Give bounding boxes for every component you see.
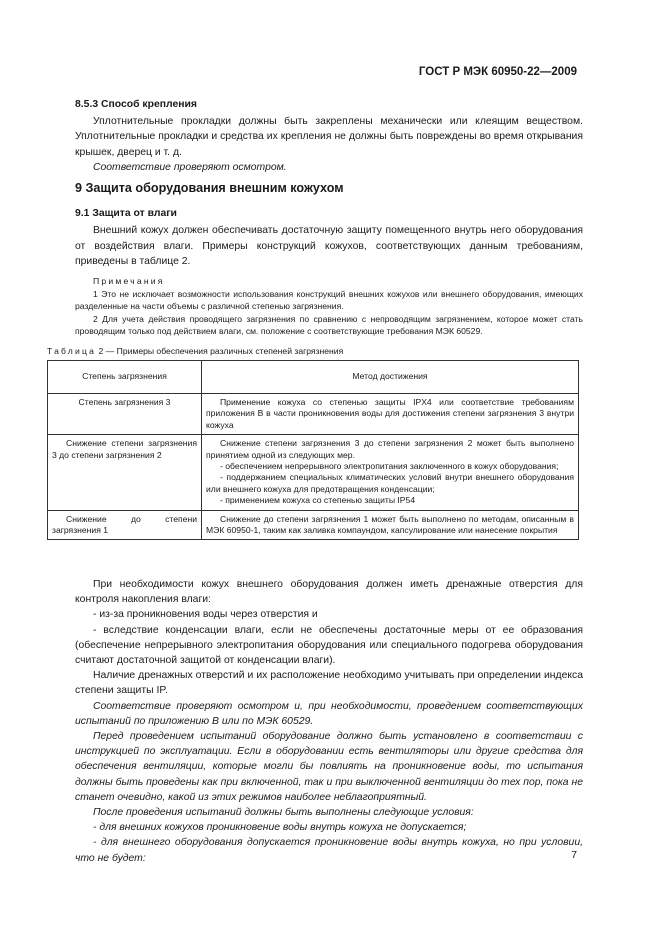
cell-line: Снижение степени загрязнения 3 до степени загрязнения 2 может быть выполнено принятием одной из следующих мер. bbox=[206, 438, 574, 460]
cell-line: - обеспечением непрерывного электропитания заключенного в кожух оборудования; bbox=[220, 461, 559, 472]
paragraph: Наличие дренажных отверстий и их расположение необходимо учитывать при определении индекса степени защиты IP. bbox=[75, 670, 583, 697]
test-paragraph: Перед проведением испытаний оборудование должно быть установлено в соответствии с инструкцией по эксплуатации. Если в оборудовании есть вентиляторы или другие средства для обеспечения вентиляции, которые могли бы повлиять на проникновение воды, то испытания должны быть проведены как при включенной, так и при выключенной вентиляции до тех пор, пока не станет очевидно, какой из этих режимов наиболее неблагоприятный. bbox=[75, 731, 583, 803]
table-row bbox=[48, 435, 579, 510]
dash-item: - из-за проникновения воды через отверстия и bbox=[93, 609, 318, 621]
pollution-degree-table bbox=[47, 360, 579, 540]
notes-title: Примечания bbox=[93, 276, 165, 287]
standard-header: ГОСТ Р МЭК 60950-22—2009 bbox=[418, 66, 577, 78]
dash-item: - для внешнего оборудования допускается проникновение воды внутрь кожуха, но при условии, что не будет: bbox=[75, 837, 583, 864]
table-cell bbox=[202, 435, 579, 510]
section-heading: 9 Защита оборудования внешним кожухом bbox=[75, 181, 344, 195]
page-number: 7 bbox=[571, 850, 577, 861]
table-row bbox=[48, 394, 579, 435]
section-8-5-3 bbox=[75, 97, 583, 175]
subsection-heading: 9.1 Защита от влаги bbox=[75, 208, 177, 220]
paragraph: Уплотнительные прокладки должны быть закреплены механически или клеящим веществом. Уплотнительные прокладки и средства их крепления не должны быть повреждены во время открывания крышек, дверец и т. д. bbox=[75, 116, 583, 158]
table-cell: Применение кожуха со степенью защиты IPX4 или соответствие требованиям приложения В в части проникновения воды для достижения степени загрязнения 3 внутри кожуха bbox=[202, 394, 579, 435]
section-9 bbox=[75, 181, 583, 338]
moisture-requirements bbox=[75, 577, 583, 866]
table-caption-word: Таблица bbox=[47, 346, 97, 356]
table-cell: Снижение степени загрязнения 3 до степени загрязнения 2 bbox=[48, 435, 202, 510]
paragraph: При необходимости кожух внешнего оборудования должен иметь дренажные отверстия для контроля накопления влаги: bbox=[75, 579, 583, 606]
test-conditions: После проведения испытаний должны быть выполнены следующие условия: bbox=[93, 807, 474, 819]
compliance-text: Соответствие проверяют осмотром и, при необходимости, проведением соответствующих испытаний по приложению В или по МЭК 60529. bbox=[75, 700, 583, 727]
compliance-text: Соответствие проверяют осмотром. bbox=[93, 161, 287, 173]
table-caption-text: 2 — Примеры обеспечения различных степеней загрязнения bbox=[98, 346, 344, 356]
table-cell: Степень загрязнения 3 bbox=[48, 394, 202, 435]
table-header-row bbox=[48, 361, 579, 394]
note-1: 1 Это не исключает возможности использования конструкций внешних кожухов или внешнего оборудования, имеющих разделенные на части объемы с различной степенью загрязнения. bbox=[75, 288, 583, 312]
section-heading: 8.5.3 Способ крепления bbox=[75, 99, 197, 110]
cell-line: - поддержанием специальных климатических условий внутри внешнего оборудования или внешнего кожуха для предотвращения конденсации; bbox=[206, 472, 574, 494]
cell-line: - применением кожуха со степенью защиты IP54 bbox=[220, 495, 416, 506]
dash-item: - вследствие конденсации влаги, если не обеспечены достаточные меры от ее образования (обеспечение непрерывного электропитания оборудования или специального подогрева оборудования считают достаточной защитой от конденсации влаги). bbox=[75, 624, 583, 667]
table-cell: Снижение до степени загрязнения 1 может быть выполнено по методам, описанным в МЭК 60950-1, таким как заливка компаундом, капсулирование или нанесение покрытия bbox=[202, 510, 579, 540]
column-header: Степень загрязнения bbox=[48, 361, 202, 394]
paragraph: Внешний кожух должен обеспечивать достаточную защиту помещенного внутрь него оборудования от воздействия влаги. Примеры конструкций кожухов, соответствующих данным требованиям, приведены в таблице 2. bbox=[75, 225, 583, 267]
table-caption bbox=[47, 346, 343, 356]
note-2: 2 Для учета действия проводящего загрязнения по сравнению с непроводящим загрязнением, которое может стать проводящим только под действием влаги, см. положение с соответствующие требования МЭК 60529. bbox=[75, 313, 583, 337]
table-cell: Снижение до степени загрязнения 1 bbox=[48, 510, 202, 540]
dash-item: - для внешних кожухов проникновение воды внутрь кожуха не допускается; bbox=[93, 822, 467, 834]
column-header: Метод достижения bbox=[202, 361, 579, 394]
table-row bbox=[48, 510, 579, 540]
